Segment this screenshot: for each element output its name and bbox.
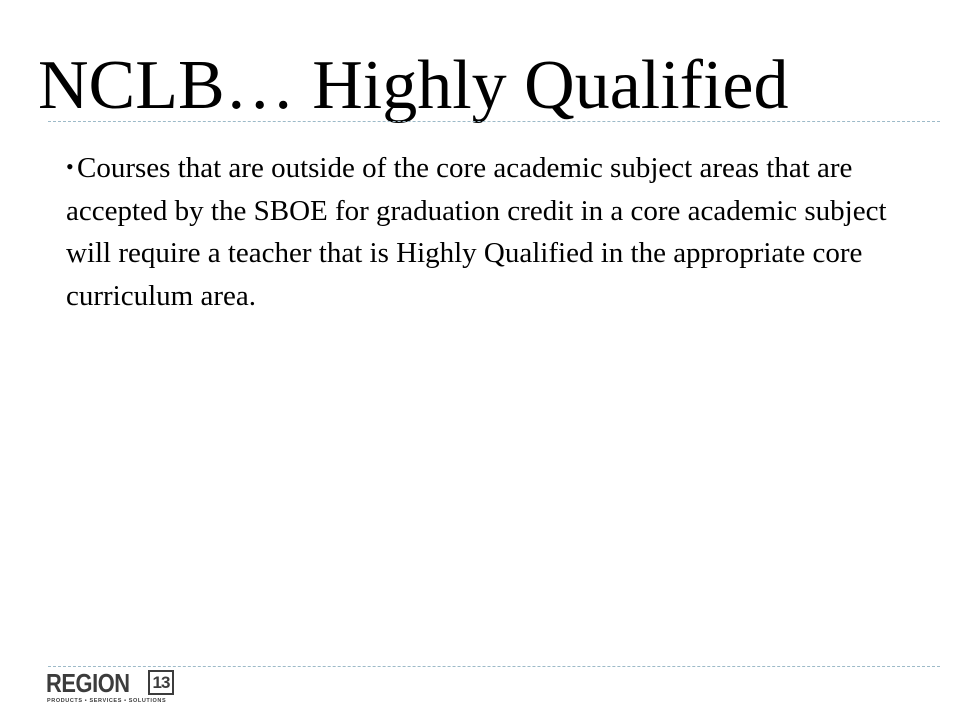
logo-wordmark: REGION [46, 668, 130, 698]
logo-number: 13 [148, 670, 174, 695]
logo-tagline: PRODUCTS • SERVICES • SOLUTIONS [47, 698, 167, 704]
region-logo [44, 668, 184, 708]
slide-title: NCLB… Highly Qualified [38, 47, 789, 124]
bullet-text: Courses that are outside of the core academic subject areas that are accepted by the SBOE for graduation credit in a core academic subject will require a teacher that is Highly Qualified in the appropriate core curriculum area. [66, 152, 887, 312]
bullet-item [66, 146, 896, 317]
footer-divider [48, 666, 940, 667]
title-divider [48, 121, 940, 122]
bullet-icon: • [66, 154, 74, 179]
